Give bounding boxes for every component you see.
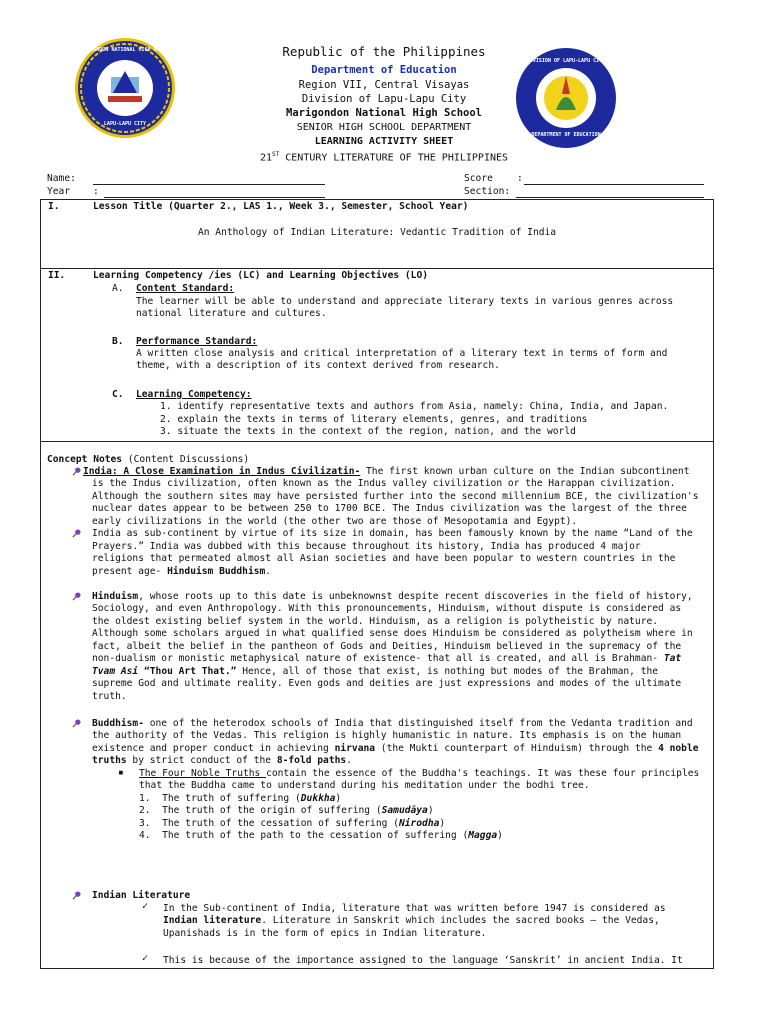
content-standard-label: A. [112,283,124,294]
concept-notes-subtitle: (Content Discussions) [122,454,250,465]
india-line-2: is the Indus civilization, often known as the Indus valley civilization or the Harappan civilization. [92,478,676,489]
hinduism-line-1 [92,591,693,604]
prayers-line-1: India as sub-continent by virtue of its size in domain, has been famously known by the name “Land of the [92,528,693,539]
performance-standard-label: B. [112,336,124,347]
prayers-line-4-start: present age- [92,566,168,577]
literature-line-1: In the Sub-continent of India, literature that was written before 1947 is considered as [163,903,666,914]
header-school: Marigondon National High School [286,107,482,119]
noble-term: 4 noble [658,743,699,754]
truths-term: truths [92,755,127,766]
content-standard-text-2: national literature and cultures. [136,308,327,319]
hinduism-line-2: Sociology, and even Anthropology. With this pronouncements, Hinduism, without dispute is considered as [92,603,682,614]
hinduism-line-3: the oldest existing belief system in the world. Hinduism, as a religion is polytheistic by nature. [92,616,659,627]
check-bullet-icon: ✓ [142,953,149,964]
thou-art-that: “Thou Art That.” [138,666,237,677]
subject-rest: CENTURY LITERATURE OF THE PHILIPPINES [279,152,509,164]
performance-standard-text-1: A written close analysis and critical interpretation of a literary text in terms of form and [136,348,668,359]
pin-bullet-icon [72,719,81,728]
indian-literature-heading: Indian Literature [92,890,191,901]
noble-truth-number: 3. [139,818,151,829]
section-1-title: Lesson Title (Quarter 2., LAS 1., Week 3., Semester, School Year) [93,201,469,212]
divider-concept-notes [40,441,714,442]
pin-bullet-icon [72,467,81,476]
lesson-title: An Anthology of Indian Literature: Vedantic Tradition of India [197,227,557,238]
hinduism-line-6 [92,653,681,666]
section-field[interactable] [516,186,704,198]
noble-truth-end: ) [427,805,434,816]
concept-notes-heading [47,454,249,467]
score-colon: : [517,173,523,184]
performance-standard-text-2: theme, with a description of its context derived from research. [136,360,500,371]
four-noble-truths-line-2: that the Buddha came to understand during his meditation under the bodhi tree. [139,780,590,791]
pin-bullet-icon [72,891,81,900]
competency-item: 1. identify representative texts and authors from Asia, namely: China, India, and Japan. [160,401,669,412]
nirvana-term: nirvana [334,743,376,754]
buddhism-text-3a: existence and proper conduct in achieving [92,743,335,754]
left-seal-label: MARIGONDON NATIONAL HIGH SCHOOL [78,47,172,53]
india-line-1: The first known urban culture on the Indian subcontinent [360,466,690,477]
right-seal-bottom: DEPARTMENT OF EDUCATION [531,132,601,138]
divider-section-2 [40,268,714,269]
india-paragraph-line [83,466,689,479]
buddhism-heading: Buddhism- [92,718,144,729]
competency-item: 2. explain the texts in terms of literary elements, genres, and traditions [160,414,588,425]
pin-bullet-icon [72,529,81,538]
india-line-5: early civilizations in the world (the other two are those of Mesopotamia and Egypt). [92,516,578,527]
noble-truth-item [139,818,445,831]
header-senior-high: SENIOR HIGH SCHOOL DEPARTMENT [296,122,472,133]
hinduism-text-1: , whose roots up to this date is unbeknownst despite recent discoveries in the field of history, [138,591,693,602]
header-department: Department of Education [311,64,457,76]
buddhism-line-3 [92,743,699,756]
hinduism-line-8: supreme God and ultimate reality. Even gods and deities are just expressions and modes of the ultimate [92,678,682,689]
header-sheet-title: LEARNING ACTIVITY SHEET [314,136,454,147]
noble-truth-item [139,805,434,818]
buddhism-text-4d: . [346,755,352,766]
buddhism-line-2: the authority of the Vedas. This religion is highly humanistic in nature. Its emphasis is on the human [92,730,682,741]
year-colon: : [93,186,99,197]
buddhism-line-1 [92,718,693,731]
buddhism-text-1: one of the heterodox schools of India that distinguished itself from the Vedanta tradition and [143,718,693,729]
prayers-line-2: Prayers.” India was dubbed with this because throughout its history, India has produced 4 major [92,541,641,552]
content-standard-title: Content Standard: [136,283,235,294]
square-bullet-icon: ▪ [118,767,124,778]
learning-competency-title: Learning Competency: [136,389,252,400]
check-bullet-icon: ✓ [142,901,149,912]
four-noble-truths-heading: The Four Noble Truths [139,768,267,779]
noble-truth-end: ) [497,830,503,841]
pin-bullet-icon [72,592,81,601]
literature-text-2: . Literature in Sanskrit which includes the sacred books – the Vedas, [261,915,660,926]
buddhism-text-4b: by strict conduct of the [126,755,277,766]
noble-truth-term: Dukkha [300,793,336,804]
subject-superscript: ST [272,151,280,158]
section-2-number: II. [48,270,66,281]
hinduism-line-9: truth. [92,691,127,702]
prayers-line-3: religions that permeated almost all Asian societies and have been popular to western countries in the [92,553,676,564]
eightfold-term: 8-fold paths [276,755,347,766]
section-1-number: I. [48,201,60,212]
india-line-3: Although the southern sites may have persisted further into the second millennium BCE, the civilization's [92,491,699,502]
buddhism-line-4 [92,755,352,768]
score-label: Score [464,173,493,184]
india-line-4: nuclear dates appear to be between 250 to 1700 BCE. The Indus civilization was the largest of the three [92,503,687,514]
noble-truth-item [139,793,341,806]
subject-number: 21 [259,152,273,164]
header-subject [180,148,588,164]
left-seal-bottom: LAPU-LAPU CITY [103,121,147,127]
year-field[interactable] [104,186,325,198]
header-division: Division of Lapu-Lapu City [301,93,467,105]
four-noble-truths-text-1: contain the essence of the Buddha's teachings. It was these four principles [266,768,700,779]
school-seal-logo [75,38,175,138]
hinduism-heading: Hinduism [92,591,139,602]
noble-truth-text: The truth of the path to the cessation of suffering ( [162,830,469,841]
hinduism-line-5: fact, albeit the belief in the pantheon of Gods and Deities, Hinduism believed in the supremacy of the [92,641,682,652]
tvam-asi-term: Tvam Asi [92,666,139,677]
noble-truth-text: The truth of suffering ( [162,793,301,804]
noble-truth-text: The truth of the cessation of suffering ( [162,818,399,829]
hinduism-text-6: non-dualism or monistic metaphysical nature of existence- that all is created, and all is Brahman- [92,653,664,664]
noble-truth-term: Samudāya [381,805,428,816]
four-noble-truths-line-1 [139,768,699,781]
prayers-line-4 [92,566,271,579]
noble-truth-term: Nirodha [398,818,440,829]
religions-list: Hinduism Buddhism [167,566,266,577]
header-republic: Republic of the Philippines [282,44,486,59]
section-label: Section: [464,186,511,197]
content-standard-text-1: The learner will be able to understand and appreciate literary texts in various genres across [136,296,674,307]
competency-item: 3. situate the texts in the context of the region, nation, and the world [160,426,576,437]
name-label: Name: [47,173,76,184]
noble-truth-number: 4. [139,830,151,841]
name-field[interactable] [93,173,325,185]
learning-competency-label: C. [112,389,124,400]
hinduism-text-7: Hence, all of those that exist, is nothing but modes of the Brahman, the [236,666,659,677]
concept-notes-title: Concept Notes [47,454,123,465]
literature-line-2 [163,915,660,928]
right-seal-label: DIVISION OF LAPU-LAPU CITY [526,58,606,64]
hinduism-line-4: Although some scholars argued in what qualified sense does Hinduism be considered as polytheism where in [92,628,693,639]
year-label: Year [47,186,71,197]
literature-line-4: This is because of the importance assigned to the language ‘Sanskrit’ in ancient India. It [163,955,683,966]
literature-line-3: Upanishads is in the form of epics in Indian literature. [163,928,487,939]
noble-truth-number: 2. [139,805,151,816]
performance-standard-title: Performance Standard: [136,336,258,347]
section-2-title: Learning Competency /ies (LC) and Learning Objectives (LO) [93,270,429,281]
noble-truth-text: The truth of the origin of suffering ( [162,805,382,816]
score-field[interactable] [524,173,704,185]
indian-literature-term: Indian literature [163,915,262,926]
prayers-line-4-end: . [265,566,272,577]
noble-truth-end: ) [335,793,342,804]
india-heading: India: A Close Examination in Indus Civilizatin- [83,466,361,477]
buddhism-text-3c: (the Mukti counterpart of Hinduism) through the [375,743,659,754]
noble-truth-term: Magga [468,830,498,841]
noble-truth-number: 1. [139,793,151,804]
tat-term: Tat [663,653,682,664]
noble-truth-end: ) [439,818,446,829]
hinduism-line-7 [92,666,658,679]
header-region: Region VII, Central Visayas [298,79,470,91]
noble-truth-item [139,830,503,843]
